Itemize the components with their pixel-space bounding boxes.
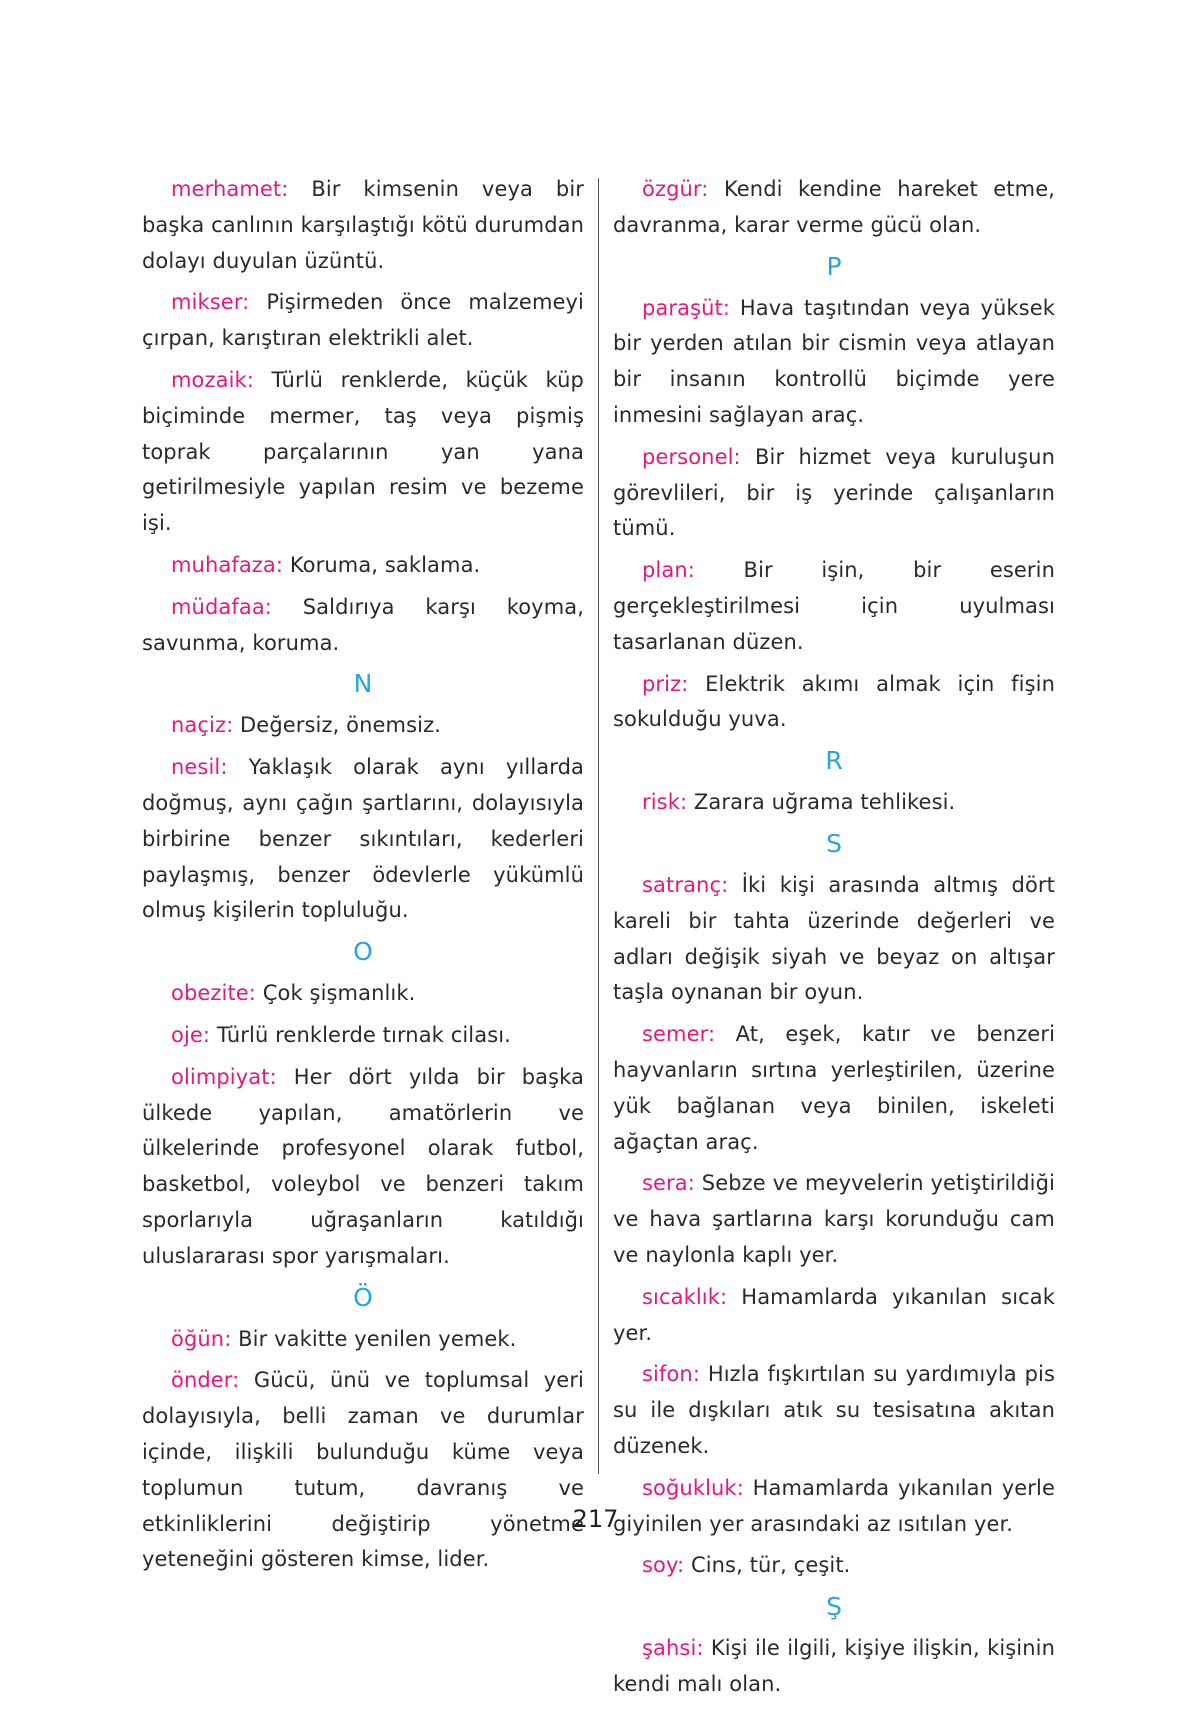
column-divider <box>598 178 599 1474</box>
entry-definition: Kişi ile ilgili, kişiye ilişkin, kişinin kendi malı olan. <box>613 1636 1055 1696</box>
entry-definition: Saldırıya karşı koyma, savunma, koruma. <box>142 594 584 655</box>
entry-term: priz: <box>642 671 689 696</box>
entry-definition: Kendi kendine hareket etme, davranma, karar verme gücü olan. <box>613 177 1055 237</box>
entry-definition: Pişirmeden önce malzemeyi çırpan, karıştıran elektrikli alet. <box>142 290 584 351</box>
glossary-entry <box>613 172 1055 244</box>
glossary-entry <box>613 785 1055 821</box>
entry-term: merhamet: <box>171 177 289 201</box>
entry-definition: Değersiz, önemsiz. <box>233 713 441 738</box>
section-letter: O <box>353 937 373 967</box>
glossary-entry <box>142 548 584 584</box>
glossary-entry <box>142 750 584 929</box>
glossary-entry <box>613 1166 1055 1273</box>
section-letter: S <box>826 828 842 858</box>
entry-term: satranç: <box>642 872 729 897</box>
entry-term: nesil: <box>171 755 228 780</box>
entry-definition: Bir kimsenin veya bir başka canlının karşılaştığı kötü durumdan dolayı duyulan üzüntü. <box>142 177 584 273</box>
entry-term: olimpiyat: <box>171 1064 277 1089</box>
glossary-entry <box>142 285 584 357</box>
entry-term: özgür: <box>642 177 709 201</box>
entry-term: mozaik: <box>171 367 254 392</box>
entry-definition: Bir işin, bir eserin gerçekleştirilmesi için uyulması tasarlanan düzen. <box>613 558 1055 654</box>
glossary-entry <box>142 590 584 662</box>
entry-term: oje: <box>171 1022 211 1047</box>
glossary-entry <box>613 440 1055 547</box>
entry-term: sifon: <box>642 1362 701 1387</box>
entry-definition: Hava taşıtından veya yüksek bir yerden atılan bir cismin veya atlayan bir insanın kontrollü biçimde yere inmesini sağlayan araç. <box>613 295 1055 427</box>
glossary-entry <box>142 172 584 279</box>
section-letter: R <box>825 746 843 776</box>
entry-term: risk: <box>642 790 688 815</box>
glossary-entry <box>613 868 1055 1011</box>
entry-definition: İki kişi arasında altmış dört kareli bir tahta üzerinde değerleri ve adları değişik siyah ve beyaz on altışar taşla oynanan bir oyun. <box>613 872 1055 1005</box>
entry-definition: Hızla fışkırtılan su yardımıyla pis su ile dışkıları atık su tesisatına akıtan düzenek. <box>613 1362 1055 1458</box>
entry-definition: Türlü renklerde tırnak cilası. <box>210 1022 511 1047</box>
entry-definition: Elektrik akımı almak için fişin sokulduğu yuva. <box>613 671 1055 732</box>
entry-term: öğün: <box>171 1326 232 1351</box>
glossary-entry <box>613 291 1055 434</box>
entry-term: mikser: <box>171 290 250 315</box>
entry-definition: Koruma, saklama. <box>283 552 481 577</box>
glossary-entry <box>613 1357 1055 1464</box>
glossary-entry <box>142 976 584 1012</box>
entry-term: obezite: <box>171 981 256 1006</box>
entry-term: sıcaklık: <box>642 1284 728 1309</box>
glossary-entry <box>142 1363 584 1578</box>
glossary-entry <box>142 1322 584 1358</box>
left-column <box>142 172 584 1584</box>
glossary-entry <box>142 708 584 744</box>
entry-definition: Bir vakitte yenilen yemek. <box>231 1326 517 1351</box>
glossary-entry <box>142 1060 584 1275</box>
entry-term: paraşüt: <box>642 295 731 320</box>
entry-definition: Zarara uğrama tehlikesi. <box>687 790 956 815</box>
section-letter: Ş <box>826 1592 842 1622</box>
entry-term: önder: <box>171 1368 240 1393</box>
entry-term: muhafaza: <box>171 552 284 577</box>
entry-term: şahsi: <box>642 1636 704 1661</box>
entry-definition: Hamamlarda yıkanılan yerle giyinilen yer arasındaki az ısıtılan yer. <box>613 1475 1055 1536</box>
entry-term: müdafaa: <box>171 594 272 619</box>
entry-definition: Her dört yılda bir başka ülkede yapılan, amatörlerin ve ülkelerinde profesyonel olarak futbol, basketbol, voleybol ve benzeri takım sporlarıyla uğraşanların katıldığı uluslararası spor yarışmaları. <box>142 1064 584 1268</box>
page-number: 217 <box>572 1505 619 1533</box>
section-letter: P <box>826 251 842 281</box>
glossary-entry <box>613 1280 1055 1352</box>
entry-definition: Bir hizmet veya kuruluşun görevlileri, bir iş yerinde çalışanların tümü. <box>613 444 1055 541</box>
entry-definition: Çok şişmanlık. <box>256 981 416 1006</box>
glossary-entry <box>613 553 1055 660</box>
entry-term: soy: <box>642 1553 685 1578</box>
entry-term: sera: <box>642 1171 695 1196</box>
entry-definition: Sebze ve meyvelerin yetiştirildiği ve hava şartlarına karşı korunduğu cam ve naylonla kaplı yer. <box>613 1171 1055 1267</box>
glossary-entry <box>613 1631 1055 1703</box>
entry-definition: Gücü, ünü ve toplumsal yeri dolayısıyla, belli zaman ve durumlar içinde, ilişkili bulunduğu küme veya toplumun tutum, davranış ve etkinliklerini değiştirip yönetme yeteneğini gösteren kimse, lider. <box>142 1368 584 1572</box>
entry-definition: Yaklaşık olarak aynı yıllarda doğmuş, aynı çağın şartlarını, dolayısıyla birbirine benzer sıkıntıları, kederleri paylaşmış, benzer ödevlerle yükümlü olmuş kişilerin topluluğu. <box>142 755 584 923</box>
right-column <box>613 172 1055 1709</box>
glossary-entry <box>142 363 584 542</box>
glossary-entry <box>613 1548 1055 1584</box>
entry-definition: Türlü renklerde, küçük küp biçiminde mermer, taş veya pişmiş toprak parçalarının yan yana getirilmesiyle yapılan resim ve bezeme işi. <box>142 367 584 536</box>
section-letter: Ö <box>353 1282 373 1312</box>
entry-term: plan: <box>642 558 695 583</box>
entry-term: semer: <box>642 1022 716 1047</box>
entry-term: naçiz: <box>171 713 234 738</box>
entry-term: personel: <box>642 444 741 469</box>
entry-definition: Cins, tür, çeşit. <box>684 1553 851 1578</box>
section-letter: N <box>353 669 373 699</box>
glossary-entry <box>142 1018 584 1054</box>
entry-term: soğukluk: <box>642 1475 744 1500</box>
glossary-entry <box>613 667 1055 739</box>
glossary-entry <box>613 1017 1055 1160</box>
entry-definition: Hamamlarda yıkanılan sıcak yer. <box>613 1284 1055 1345</box>
entry-definition: At, eşek, katır ve benzeri hayvanların sırtına yerleştirilen, üzerine yük bağlanan veya binilen, iskeleti ağaçtan araç. <box>613 1022 1055 1154</box>
